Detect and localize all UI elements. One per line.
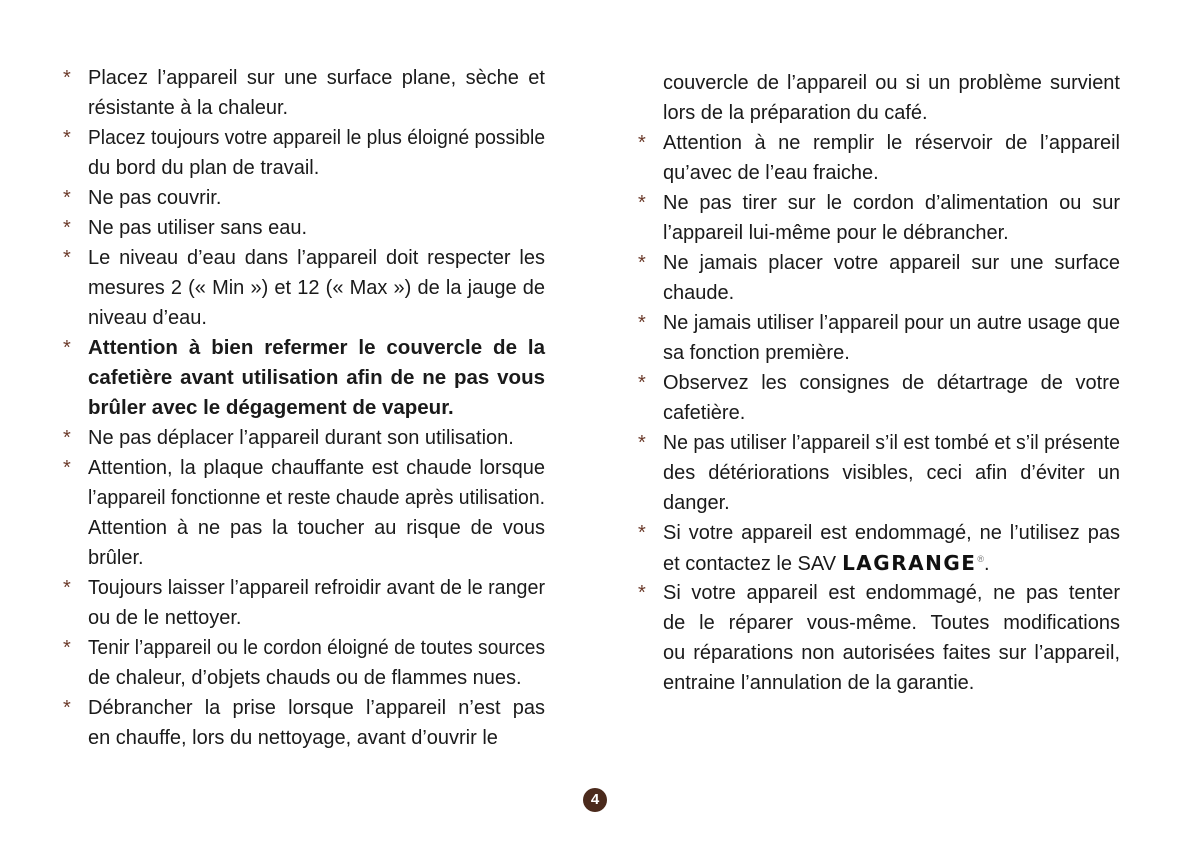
bullet-asterisk-icon: *	[63, 697, 71, 719]
line-text: brûler avec le dégagement de vapeur.	[88, 396, 454, 419]
bullet-asterisk-icon: *	[638, 582, 646, 604]
list-item	[638, 518, 1120, 578]
bullet-asterisk-icon: *	[63, 427, 71, 449]
bullet-asterisk-icon: *	[638, 132, 646, 154]
line-text: danger.	[663, 492, 730, 514]
text-line	[88, 333, 545, 363]
line-text: Attention à bien refermer le couvercle de la	[88, 336, 545, 359]
line-text: Attention, la plaque chauffante est chaude lorsque	[88, 457, 545, 479]
line-text: de le réparer vous-même. Toutes modifications	[663, 612, 1120, 634]
registered-mark: ®	[977, 554, 985, 565]
text-line	[663, 488, 1120, 518]
text-line	[88, 693, 545, 723]
bullet-asterisk-icon: *	[638, 432, 646, 454]
text-line	[88, 393, 545, 423]
bullet-asterisk-icon: *	[63, 247, 71, 269]
bullet-asterisk-icon: *	[638, 192, 646, 214]
bullet-asterisk-icon: *	[63, 217, 71, 239]
line-text: Ne jamais utiliser l’appareil pour un autre usage que	[663, 312, 1120, 334]
text-line	[663, 98, 1120, 128]
line-text: qu’avec de l’eau fraiche.	[663, 162, 879, 184]
line-text: sa fonction première.	[663, 342, 850, 364]
text-line	[88, 633, 545, 663]
line-text: Placez toujours votre appareil le plus éloigné possible	[88, 127, 545, 149]
text-line	[663, 158, 1120, 188]
line-text: de chaleur, d’objets chauds ou de flammes nues.	[88, 667, 522, 689]
list-item	[638, 578, 1120, 698]
line-text: l’appareil lui-même pour le débrancher.	[663, 222, 1009, 244]
list-item	[63, 453, 545, 573]
line-text: lors de la préparation du café.	[663, 102, 928, 124]
line-text: brûler.	[88, 547, 144, 569]
list-item	[63, 243, 545, 333]
bullet-asterisk-icon: *	[638, 252, 646, 274]
line-text: mesures 2 (« Min ») et 12 (« Max ») de la jauge de	[88, 277, 545, 299]
text-line	[663, 188, 1120, 218]
line-text: entraine l’annulation de la garantie.	[663, 672, 975, 694]
bullet-asterisk-icon: *	[63, 127, 71, 149]
text-line	[663, 308, 1120, 338]
text-line	[88, 273, 545, 303]
line-text: Ne pas couvrir.	[88, 187, 222, 209]
text-line	[88, 573, 545, 603]
text-line	[88, 483, 545, 513]
list-item	[63, 573, 545, 633]
list-item	[638, 188, 1120, 248]
bullet-asterisk-icon: *	[63, 337, 71, 359]
line-text: Toujours laisser l’appareil refroidir avant de le ranger	[88, 577, 545, 599]
line-text: du bord du plan de travail.	[88, 157, 320, 179]
right-column	[638, 68, 1120, 698]
list-item	[63, 123, 545, 183]
text-line	[88, 93, 545, 123]
line-text: résistante à la chaleur.	[88, 97, 289, 119]
text-line	[663, 68, 1120, 98]
line-text: cafetière.	[663, 402, 746, 424]
text-line	[663, 458, 1120, 488]
text-line	[88, 213, 545, 243]
list-item	[638, 128, 1120, 188]
text-line	[88, 663, 545, 693]
line-text: Le niveau d’eau dans l’appareil doit respecter les	[88, 247, 545, 269]
page-number-badge: 4	[583, 788, 607, 812]
text-line	[663, 338, 1120, 368]
list-item	[63, 693, 545, 753]
text-line	[663, 428, 1120, 458]
list-item	[638, 248, 1120, 308]
text-line	[663, 248, 1120, 278]
left-column	[63, 63, 545, 753]
text-line	[88, 453, 545, 483]
text-line	[88, 363, 545, 393]
line-text: chaude.	[663, 282, 735, 304]
list-item	[638, 428, 1120, 518]
text-line	[663, 518, 1120, 548]
line-text: niveau d’eau.	[88, 307, 207, 329]
text-line	[663, 638, 1120, 668]
bullet-asterisk-icon: *	[638, 312, 646, 334]
text-line	[88, 513, 545, 543]
line-text: Si votre appareil est endommagé, ne l’utilisez pas	[663, 522, 1120, 544]
line-text: Ne pas utiliser l’appareil s’il est tombé et s’il présente	[663, 432, 1120, 454]
bullet-asterisk-icon: *	[63, 577, 71, 599]
line-text: ou réparations non autorisées faites sur l’appareil,	[663, 642, 1120, 664]
list-item	[63, 183, 545, 213]
text-line	[88, 123, 545, 153]
text-line	[663, 398, 1120, 428]
text-line	[663, 548, 1120, 578]
text-line	[88, 603, 545, 633]
lagrange-logo: LAGRANGE	[842, 551, 977, 575]
list-item	[638, 308, 1120, 368]
line-text: et contactez le SAV	[663, 553, 837, 575]
line-text: Débrancher la prise lorsque l’appareil n’est pas	[88, 697, 545, 719]
line-text: Observez les consignes de détartrage de votre	[663, 372, 1120, 394]
line-text: Ne pas déplacer l’appareil durant son utilisation.	[88, 427, 514, 449]
bullet-asterisk-icon: *	[638, 372, 646, 394]
bullet-asterisk-icon: *	[63, 457, 71, 479]
line-text: ou de le nettoyer.	[88, 607, 242, 629]
list-item	[638, 368, 1120, 428]
logo-period: .	[984, 553, 990, 575]
text-line	[88, 423, 545, 453]
text-line	[663, 278, 1120, 308]
line-text: Tenir l’appareil ou le cordon éloigné de toutes sources	[88, 637, 545, 659]
text-line	[88, 63, 545, 93]
bullet-asterisk-icon: *	[638, 522, 646, 544]
line-text: Attention à ne pas la toucher au risque de vous	[88, 517, 545, 539]
bullet-asterisk-icon: *	[63, 187, 71, 209]
text-line	[663, 578, 1120, 608]
list-item	[63, 333, 545, 423]
line-text: Ne jamais placer votre appareil sur une surface	[663, 252, 1120, 274]
text-line	[88, 183, 545, 213]
bullet-asterisk-icon: *	[63, 637, 71, 659]
list-item	[63, 63, 545, 123]
bullet-asterisk-icon: *	[63, 67, 71, 89]
list-item	[63, 633, 545, 693]
list-item	[663, 68, 1120, 128]
text-line	[88, 723, 545, 753]
line-text: des détériorations visibles, ceci afin d’éviter un	[663, 462, 1120, 484]
line-text: cafetière avant utilisation afin de ne pas vous	[88, 366, 545, 389]
text-line	[663, 218, 1120, 248]
text-line	[88, 243, 545, 273]
line-text: Attention à ne remplir le réservoir de l’appareil	[663, 132, 1120, 154]
line-text: Ne pas utiliser sans eau.	[88, 217, 308, 239]
list-item	[63, 423, 545, 453]
line-text: couvercle de l’appareil ou si un problème survient	[663, 72, 1120, 94]
line-text: Placez l’appareil sur une surface plane, sèche et	[88, 67, 545, 89]
line-text: Ne pas tirer sur le cordon d’alimentation ou sur	[663, 192, 1120, 214]
text-line	[88, 153, 545, 183]
text-line	[663, 128, 1120, 158]
line-text: Si votre appareil est endommagé, ne pas tenter	[663, 582, 1120, 604]
list-item	[63, 213, 545, 243]
text-line	[663, 368, 1120, 398]
text-line	[88, 303, 545, 333]
text-line	[663, 608, 1120, 638]
line-text: l’appareil fonctionne et reste chaude après utilisation.	[88, 487, 545, 509]
text-line	[663, 668, 1120, 698]
line-text: en chauffe, lors du nettoyage, avant d’ouvrir le	[88, 727, 498, 749]
text-line	[88, 543, 545, 573]
